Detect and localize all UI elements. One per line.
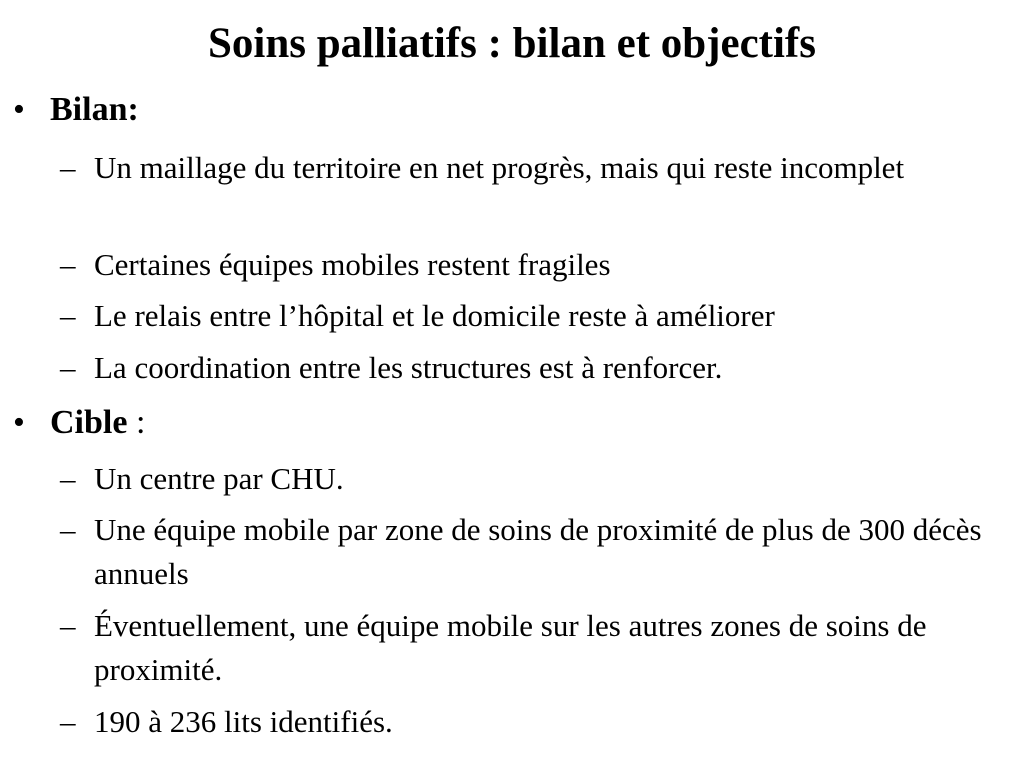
dash-icon: – bbox=[60, 704, 76, 739]
list-item-text: Le relais entre l’hôpital et le domicile reste à améliorer bbox=[94, 298, 775, 333]
dash-icon: – bbox=[60, 298, 76, 333]
section-heading: Cible bbox=[50, 404, 128, 441]
bullet-icon: • bbox=[13, 404, 25, 441]
dash-icon: – bbox=[60, 461, 76, 496]
list-item-text: Un maillage du territoire en net progrès, mais qui reste incomplet bbox=[94, 150, 905, 185]
list-item-text: Un centre par CHU. bbox=[94, 461, 344, 496]
list-item bbox=[60, 294, 1000, 338]
dash-icon: – bbox=[60, 512, 76, 547]
list-item-text: Certaines équipes mobiles restent fragiles bbox=[94, 247, 611, 282]
list-item bbox=[60, 604, 1000, 692]
section-cible-heading bbox=[13, 401, 145, 445]
slide-title: Soins palliatifs : bilan et objectifs bbox=[207, 20, 816, 67]
list-item-text: Éventuellement, une équipe mobile sur les autres zones de soins de proximité. bbox=[94, 608, 927, 687]
list-item-text: 190 à 236 lits identifiés. bbox=[94, 704, 393, 739]
list-item-text: La coordination entre les structures est à renforcer. bbox=[94, 350, 723, 385]
section-heading-suffix: : bbox=[127, 404, 146, 441]
list-item bbox=[60, 700, 1000, 744]
dash-icon: – bbox=[60, 150, 76, 185]
list-item-text: Une équipe mobile par zone de soins de proximité de plus de 300 décès annuels bbox=[94, 512, 982, 591]
dash-icon: – bbox=[60, 350, 76, 385]
list-item bbox=[60, 508, 1000, 596]
dash-icon: – bbox=[60, 247, 76, 282]
list-item bbox=[60, 146, 1000, 190]
list-item bbox=[60, 346, 1000, 390]
list-item bbox=[60, 243, 1000, 287]
section-bilan-heading bbox=[13, 88, 139, 132]
bullet-icon: • bbox=[13, 91, 25, 128]
dash-icon: – bbox=[60, 608, 76, 643]
section-heading: Bilan: bbox=[50, 91, 139, 128]
list-item bbox=[60, 457, 1000, 501]
